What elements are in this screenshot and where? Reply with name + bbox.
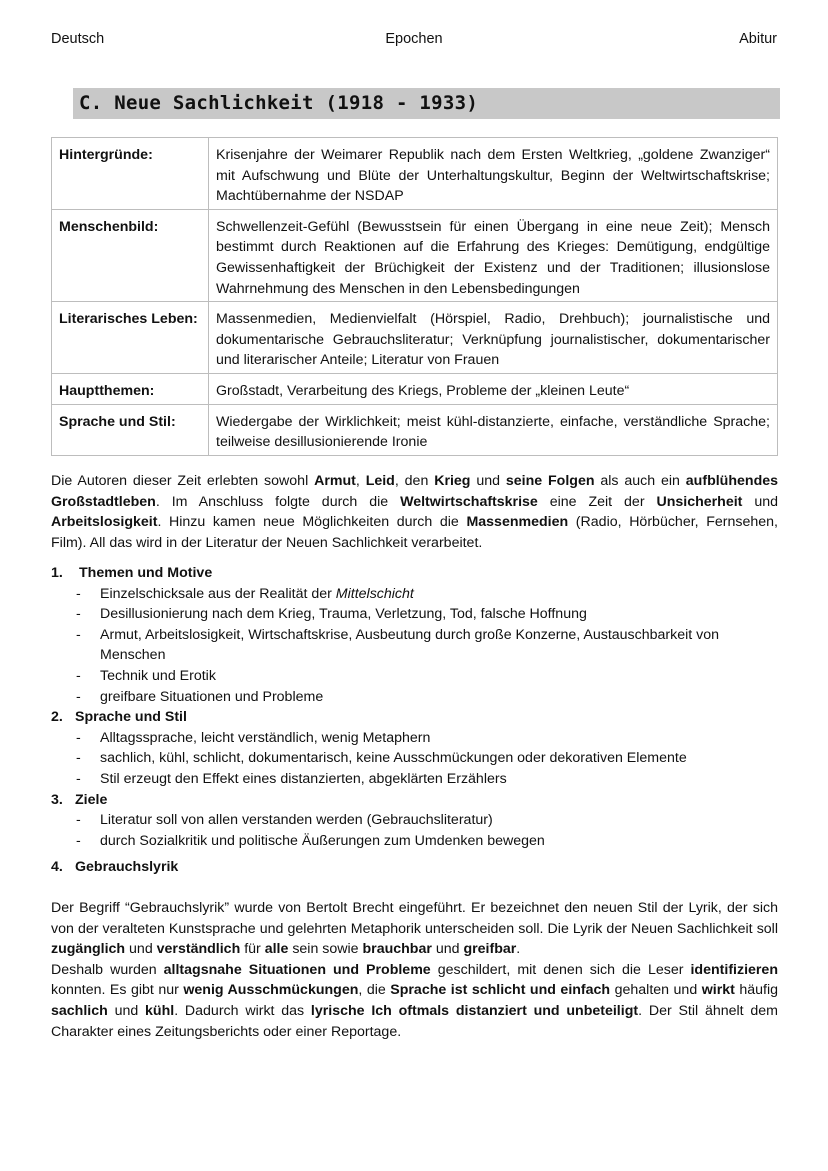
list-item: [76, 810, 778, 831]
dash-bullet-icon: -: [76, 606, 81, 623]
text-run: und: [742, 493, 778, 510]
text-run-bold: Leid: [365, 473, 395, 489]
page-header: [51, 29, 777, 49]
list-item-text: Technik und Erotik: [100, 667, 216, 684]
table-row: [52, 138, 778, 210]
section-heading: [51, 707, 778, 728]
text-run: (Radio, Hörbücher, Fernsehen, Film). All das wird in der Literatur der Neuen Sachlichkeit verarbeitet.: [51, 514, 778, 551]
header-topic: Epochen: [385, 31, 443, 47]
text-run: ,: [355, 473, 366, 489]
text-run: Die Autoren dieser Zeit erlebten sowohl: [51, 473, 315, 489]
text-run-bold: sachlich: [51, 1002, 108, 1019]
text-run: häufig: [734, 982, 778, 999]
text-run-bold: brauchbar: [362, 941, 432, 958]
row-text: Krisenjahre der Weimarer Republik nach dem Ersten Weltkrieg, „goldene Zwanziger“ mit Aufschwung und Blüte der Unterhaltungskultur, Beginn der Weltwirtschaftskrise; Machtübernahme der NSDAP: [209, 138, 778, 210]
text-run: und: [431, 941, 464, 958]
dash-bullet-icon: -: [76, 832, 81, 849]
section-heading-text: Ziele: [75, 791, 108, 808]
text-run-bold: kühl: [145, 1002, 175, 1019]
text-run: , den: [394, 473, 435, 489]
text-run-bold: Unsicherheit: [656, 493, 743, 510]
list-item-text: Armut, Arbeitslosigkeit, Wirtschaftskrise, Ausbeutung durch große Konzerne, Austauschbarkeit von Menschen: [100, 626, 720, 664]
list-item: [76, 687, 778, 708]
row-label: Sprache und Stil:: [52, 404, 209, 455]
table-row: [52, 209, 778, 301]
text-run-bold: lyrische Ich oftmals distanziert und unbeteiligt: [310, 1002, 639, 1019]
text-run: . Im Anschluss folgte durch die: [155, 493, 401, 510]
section-language: [51, 707, 778, 789]
section-heading: [51, 563, 778, 584]
text-run: eine Zeit der: [537, 493, 657, 510]
row-text: Großstadt, Verarbeitung des Kriegs, Probleme der „kleinen Leute“: [209, 373, 778, 404]
text-run-bold: Weltwirtschaftskrise: [400, 493, 538, 510]
list-item: [76, 748, 778, 769]
list-item-text: greifbare Situationen und Probleme: [100, 688, 324, 705]
text-run: Der Begriff “Gebrauchslyrik” wurde von Bertolt Brecht eingeführt. Er bezeichnet den neuen Stil der Lyrik, der sich von der veralteten Kunstsprache und gelehrten Metaphorik unterscheiden soll. Die Lyrik der Neuen Sachlichkeit soll: [51, 900, 778, 937]
intro-paragraph: [51, 471, 778, 553]
row-label: Hintergründe:: [52, 138, 209, 210]
section-heading-text: Themen und Motive: [79, 565, 213, 581]
overview-table: [51, 137, 778, 456]
row-label: Menschenbild:: [52, 209, 209, 301]
text-run: und: [107, 1002, 146, 1019]
gebrauchslyrik-text: [51, 898, 778, 1042]
section-number: 3.: [51, 791, 63, 808]
text-run-bold: Arbeitslosigkeit: [51, 514, 158, 531]
text-run-bold: aufblühendes Großstadtleben: [51, 473, 779, 510]
text-run: Deshalb wurden: [51, 961, 164, 978]
text-run-bold: Massenmedien: [466, 514, 569, 531]
header-level: Abitur: [739, 31, 777, 47]
list-item: [76, 769, 778, 790]
text-run-bold: wenig Ausschmückungen: [183, 982, 359, 999]
text-run-bold: alltagsnahe Situationen und Probleme: [163, 961, 431, 978]
text-run-bold: zugänglich: [51, 941, 126, 958]
list-item-text: Desillusionierung nach dem Krieg, Trauma, Verletzung, Tod, falsche Hoffnung: [100, 606, 587, 623]
dash-bullet-icon: -: [76, 585, 81, 602]
text-run-bold: greifbar: [463, 941, 517, 958]
list-item-text: Literatur soll von allen verstanden werden (Gebrauchsliteratur): [100, 812, 493, 829]
list-item-text: Stil erzeugt den Effekt eines distanzierten, abgeklärten Erzählers: [100, 770, 507, 787]
table-row: [52, 373, 778, 404]
text-run: . Dadurch wirkt das: [174, 1002, 311, 1019]
section-title: C. Neue Sachlichkeit (1918 - 1933): [79, 92, 479, 114]
dash-bullet-icon: -: [76, 688, 81, 705]
text-run: . Der Stil ähnelt dem Charakter eines Zeitungsberichts oder einer Reportage.: [51, 1002, 778, 1040]
row-text: Massenmedien, Medienvielfalt (Hörspiel, Radio, Drehbuch); journalistische und dokumentarische Gebrauchsliteratur; Verknüpfung journalistischer, dokumentarischer und literarischer Anteile; Literatur von Frauen: [209, 302, 778, 374]
table-row: [52, 302, 778, 374]
dash-bullet-icon: -: [76, 626, 81, 643]
bullet-list: [51, 810, 778, 851]
text-run: sein sowie: [288, 941, 363, 958]
numbered-sections: [51, 563, 778, 878]
section-gebrauchslyrik: [51, 857, 778, 878]
section-title-bar: [73, 88, 780, 119]
text-run-bold: wirkt: [701, 982, 735, 999]
list-item: [76, 728, 778, 749]
text-run: . Hinzu kamen neue Möglichkeiten durch die: [157, 514, 467, 531]
list-item: [76, 666, 778, 687]
row-text: Wiedergabe der Wirklichkeit; meist kühl-distanzierte, einfache, verständliche Sprache; teilweise desillusionierende Ironie: [209, 404, 778, 455]
list-item-text: sachlich, kühl, schlicht, dokumentarisch, keine Ausschmückungen oder dekorativen Elemente: [100, 750, 687, 767]
text-run-bold: alle: [264, 941, 289, 958]
section-goals: [51, 790, 778, 852]
bullet-list: [51, 728, 778, 790]
text-run: , die: [358, 982, 391, 999]
section-heading-text: Gebrauchslyrik: [75, 859, 179, 876]
section-heading: [51, 790, 778, 811]
text-run: konnten. Es gibt nur: [51, 982, 184, 999]
text-run: .: [516, 941, 521, 958]
text-run-bold: Sprache ist schlicht und einfach: [390, 982, 611, 999]
list-item: [76, 604, 778, 625]
text-run: geschildert, mit denen sich die Leser: [430, 961, 691, 978]
dash-bullet-icon: -: [76, 770, 81, 787]
text-run: und: [470, 473, 506, 489]
dash-bullet-icon: -: [76, 812, 81, 829]
section-number: 4.: [51, 859, 63, 876]
section-heading-text: Sprache und Stil: [75, 709, 187, 726]
list-item: [76, 584, 778, 605]
table-row: [52, 404, 778, 455]
text-run-bold: verständlich: [156, 941, 241, 958]
row-text: Schwellenzeit-Gefühl (Bewusstsein für einen Übergang in eine neue Zeit); Mensch bestimmt durch Reaktionen auf die Erfahrung des Krieges: Demütigung, endgültige Gewissenhaftigkeit der Brüchigkeit der Existenz und der Traditionen; illusionslose Wahrnehmung des Menschen in den Lebensbedingungen: [209, 209, 778, 301]
text-run: als auch ein: [594, 473, 686, 489]
section-number: 1.: [51, 565, 63, 581]
bullet-list: [51, 584, 778, 708]
list-item-text: durch Sozialkritik und politische Äußerungen zum Umdenken bewegen: [100, 832, 545, 849]
section-number: 2.: [51, 709, 63, 726]
text-run: für: [240, 941, 265, 958]
dash-bullet-icon: -: [76, 750, 81, 767]
row-label: Hauptthemen:: [52, 373, 209, 404]
text-run: und: [125, 941, 157, 958]
text-run-bold: identifizieren: [690, 961, 778, 978]
paragraph: [51, 898, 778, 960]
text-run-bold: Armut: [314, 473, 356, 489]
list-item: [76, 625, 778, 666]
section-themes: [51, 563, 778, 707]
paragraph: [51, 960, 778, 1042]
list-item-text: Alltagssprache, leicht verständlich, wenig Metaphern: [100, 729, 431, 746]
header-subject: Deutsch: [51, 31, 105, 47]
section-heading: [51, 857, 778, 878]
list-item: [76, 831, 778, 852]
list-item-emphasis: Mittelschicht: [335, 585, 414, 602]
text-run: gehalten und: [610, 982, 702, 999]
dash-bullet-icon: -: [76, 667, 81, 684]
row-label: Literarisches Leben:: [52, 302, 209, 374]
dash-bullet-icon: -: [76, 729, 81, 746]
text-run-bold: seine Folgen: [505, 473, 595, 489]
text-run-bold: Krieg: [434, 473, 471, 489]
list-item-text: Einzelschicksale aus der Realität der: [100, 585, 336, 602]
